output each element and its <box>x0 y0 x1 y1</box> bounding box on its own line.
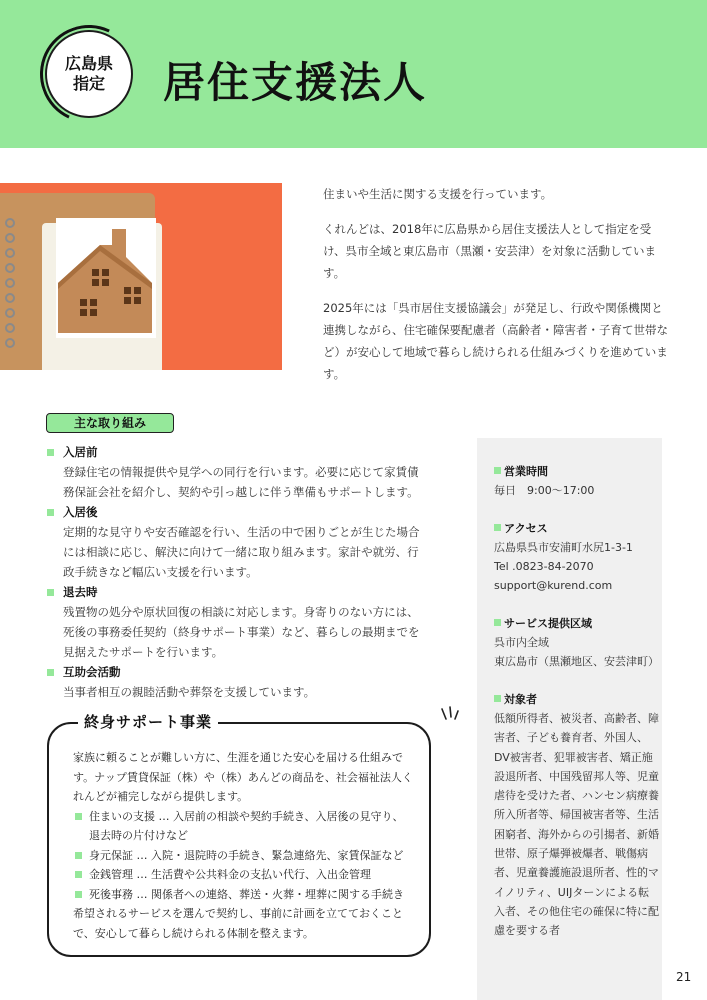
activity-title: 入居後 <box>47 502 427 522</box>
lifetime-support-title: 終身サポート事業 <box>78 711 218 732</box>
area-value: 東広島市（黒瀬地区、安芸津町） <box>494 655 659 669</box>
sparkle-icon <box>438 705 464 731</box>
badge-text: 広島県 指定 <box>64 54 113 93</box>
house-illustration <box>0 183 282 370</box>
support-intro: 家族に頼ることが難しい方に、生涯を通じた安心を届ける仕組みです。ナップ賃貸保証（株）や（株）あんどの商品を、社会福祉法人くれんどが補完しながら提供します。 <box>73 751 413 803</box>
intro-paragraph: 2025年には「呉市居住支援協議会」が発足し、行政や関係機関と連携しながら、住宅確保要配慮者（高齢者・障害者・子育て世帯など）が安心して地域で暮らし続けられる仕組みづくりを進めています。 <box>323 301 668 381</box>
target-label: 対象者 <box>494 690 659 709</box>
area-value: 呉市内全域 <box>494 636 549 650</box>
support-item: 金銭管理 … 生活費や公共料金の支払い代行、入出金管理 <box>73 865 413 885</box>
phone: Tel .0823-84-2070 <box>494 560 594 574</box>
support-outro: 希望されるサービスを選んで契約し、事前に計画を立てておくことで、安心して暮らし続けられる体制を整えます。 <box>73 907 403 940</box>
support-item: 住まいの支援 … 入居前の相談や契約手続き、入居後の見守り、退去時の片付けなど <box>73 807 413 846</box>
intro-paragraph: くれんどは、2018年に広島県から居住支援法人として指定を受け、呉市全域と東広島市（黒瀬・安芸津）を対象に活動しています。 <box>323 222 657 280</box>
support-item: 死後事務 … 関係者への連絡、葬送・火葬・埋葬に関する手続き <box>73 885 413 905</box>
email: support@kurend.com <box>494 579 613 593</box>
activity-body: 定期的な見守りや安否確認を行い、生活の中で困りごとが生じた場合には相談に応じ、解決に向けて一緒に取り組みます。家計や就労、行政手続きなど幅広い支援を行います。 <box>63 525 420 579</box>
prefecture-badge <box>45 30 133 118</box>
activity-title: 退去時 <box>47 582 427 602</box>
page-number: 21 <box>676 970 692 984</box>
activity-title: 入居前 <box>47 442 427 462</box>
hours-label: 営業時間 <box>494 462 659 481</box>
area-label: サービス提供区域 <box>494 614 659 633</box>
target-value: 低額所得者、被災者、高齢者、障害者、子ども養育者、外国人、DV被害者、犯罪被害者、矯正施設退所者、中国残留邦人等、児童虐待を受けた者、ハンセン病療養所入所者等、帰国被害者等、生活困窮者、海外からの引揚者、新婚世帯、原子爆弾被爆者、戦傷病者、児童養護施設退所者、性的マイノリティ、UIJターンによる転入者、その他住宅の確保に特に配慮を要する者 <box>494 711 659 938</box>
lifetime-support-body <box>73 748 413 943</box>
info-sidebar-content <box>494 462 659 941</box>
activity-title: 互助会活動 <box>47 662 427 682</box>
hours-value: 毎日 9:00〜17:00 <box>494 484 595 498</box>
intro-text <box>323 183 668 398</box>
section-heading-main: 主な取り組み <box>46 413 174 433</box>
main-activities-list <box>47 442 427 702</box>
address: 広島県呉市安浦町水尻1-3-1 <box>494 540 633 554</box>
access-label: アクセス <box>494 519 659 538</box>
activity-body: 登録住宅の情報提供や見学への同行を行います。必要に応じて家賃債務保証会社を紹介し、契約や引っ越しに伴う準備もサポートします。 <box>63 465 419 499</box>
activity-body: 当事者相互の親睦活動や葬祭を支援しています。 <box>63 685 316 699</box>
house-photo <box>0 183 282 370</box>
support-item: 身元保証 … 入院・退院時の手続き、緊急連絡先、家賃保証など <box>73 846 413 866</box>
activity-body: 残置物の処分や原状回復の相談に対応します。身寄りのない方には、死後の事務委任契約（終身サポート事業）など、暮らしの最期までを見据えたサポートを行います。 <box>63 605 420 659</box>
page-title: 居住支援法人 <box>163 58 428 107</box>
intro-paragraph: 住まいや生活に関する支援を行っています。 <box>323 187 553 201</box>
